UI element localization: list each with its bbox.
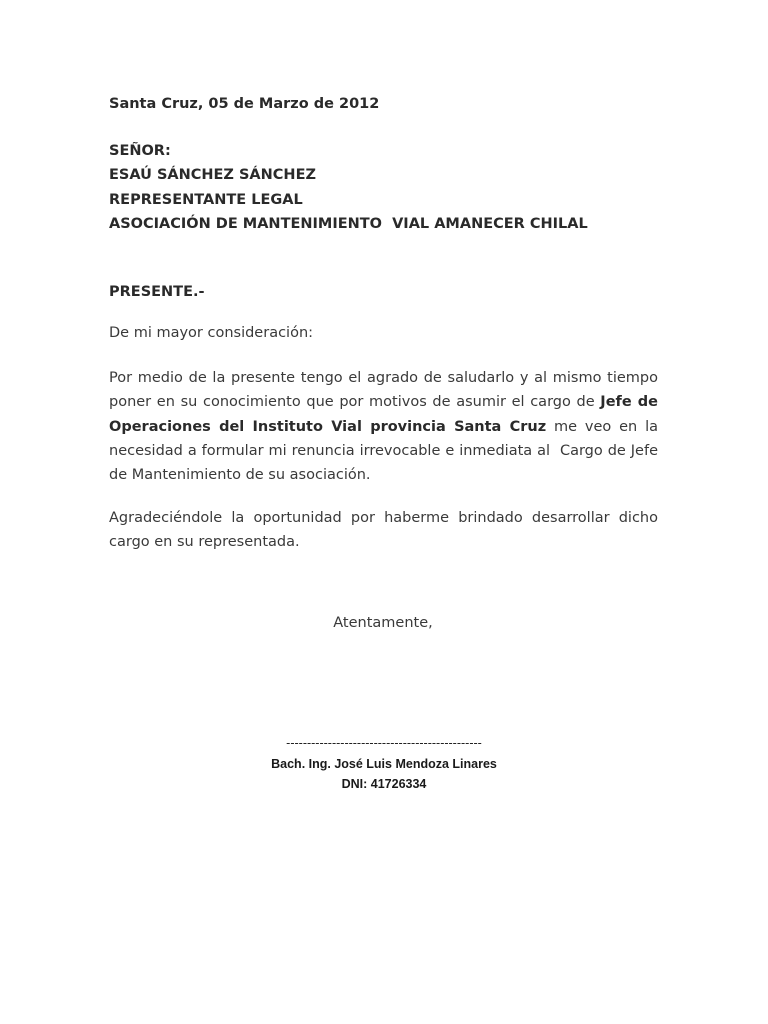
letter-date: Santa Cruz, 05 de Marzo de 2012 <box>109 96 380 112</box>
addressee-salutation: SEÑOR: <box>109 143 171 159</box>
addressee-block <box>109 139 588 236</box>
closing <box>0 615 768 631</box>
paragraph-1-text-end: me veo en la necesidad a formular mi renuncia irrevocable e inmediata al Cargo de Jefe de Mantenimiento de su asociación. <box>109 418 663 484</box>
signatory-dni: DNI: 41726334 <box>341 777 427 791</box>
new-position-text: Jefe de Operaciones del Instituto Vial provincia Santa Cruz <box>109 394 658 435</box>
signatory-name: Bach. Ing. José Luis Mendoza Linares <box>271 757 497 771</box>
addressee-title: REPRESENTANTE LEGAL <box>109 191 303 208</box>
paragraph-1-text-start: Por medio de la presente tengo el agrado de saludarlo y al mismo tiempo poner en su conocimiento que por motivos de asumir el cargo de <box>109 370 658 411</box>
addressee-organization: ASOCIACIÓN DE MANTENIMIENTO VIAL AMANECER CHILAL <box>109 215 588 232</box>
addressee-name: ESAÚ SÁNCHEZ SÁNCHEZ <box>109 167 316 184</box>
body-paragraph-1 <box>109 366 663 487</box>
closing-text: Atentamente, <box>333 615 433 631</box>
presente-heading: PRESENTE.- <box>109 284 205 300</box>
greeting: De mi mayor consideración: <box>109 325 314 341</box>
signature-line: ----------------------------------------------- <box>286 736 482 750</box>
body-paragraph-2: Agradeciéndole la oportunidad por haberme brindado desarrollar dicho cargo en su representada. <box>109 510 658 551</box>
